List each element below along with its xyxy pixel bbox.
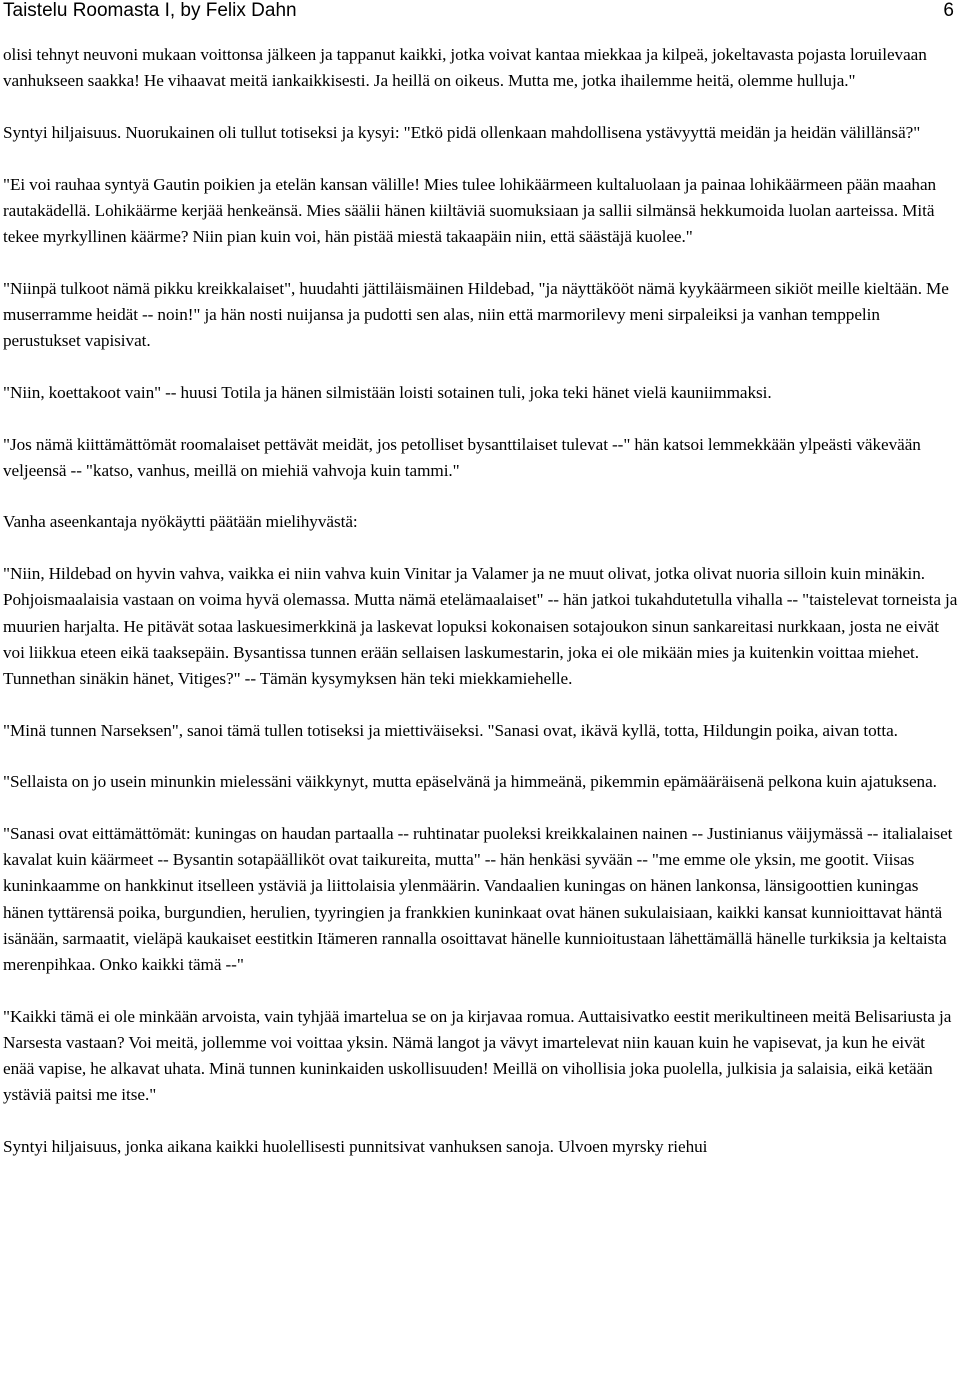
- paragraph: "Niin, Hildebad on hyvin vahva, vaikka ei niin vahva kuin Vinitar ja Valamer ja ne muut olivat, jotka olivat nuoria silloin kuin minäkin. Pohjoismaalaisia vastaan on voima hyvä olemassa. Mutta nämä etelämaalaiset" -- hän jatkoi tukahdutetulla vihalla -- "taistelevat torneista ja muurien harjalta. He pitävät sotaa laskuesimerkkinä ja laskevat lopuksi kokonaisen sotajoukon sinun sankareitasi nurkkaan, josta ne eivät voi liikkua eteen eikä taaksepäin. Bysantissa tunnen erään sellaisen laskumestarin, joka ei ole mikään mies ja kuitenkin voittaa miehet. Tunnethan sinäkin hänet, Vitiges?" -- Tämän kysymyksen hän teki miekkamiehelle.: [3, 564, 958, 688]
- paragraph: "Jos nämä kiittämättömät roomalaiset pettävät meidät, jos petolliset bysanttilaiset tulevat --" hän katsoi lemmekkään ylpeästi väkevään veljeensä -- "katso, vanhus, meillä on miehiä vahvoja kuin tammi.": [3, 434, 921, 480]
- paragraph: "Sellaista on jo usein minunkin mielessäni väikkynyt, mutta epäselvänä ja himmeänä, pikemmin epämääräisenä pelkona kuin ajatuksena.: [3, 772, 937, 792]
- paragraph: "Niinpä tulkoot nämä pikku kreikkalaiset", huudahti jättiläismäinen Hildebad, "ja näyttäkööt nämä kyykäärmeen sikiöt meille kieltään. Me muserramme heidät -- noin!" ja hän nosti nuijansa ja pudotti sen alas, niin että marmorilevy meni sirpaleiksi ja vanhan temppelin perustukset vapisivat.: [3, 278, 949, 351]
- paragraph: "Sanasi ovat eittämättömät: kuningas on haudan partaalla -- ruhtinatar puoleksi kreikkalainen nainen -- Justinianus väijymässä -- italialaiset kavalat kuin käärmeet -- Bysantin sotapäälliköt ovat taikureita, mutta" -- hän henkäsi syvään -- "me emme ole yksin, me gootit. Viisas kuninkaamme on hankkinut itselleen ystäviä ja liittolaisia ylenmäärin. Vandaalien kuningas on hänen lankonsa, länsigoottien kuningas hänen tyttärensä poika, burgundien, herulien, tyyringien ja frankkien kuninkaat ovat hänen sukulaisiaan, kaikki kansat kunnioittavat häntä isänään, sarmaatit, vieläpä kaukaiset eestitkin Itämeren rannalla osoittavat hänelle kunnioitustaan lähettämällä hänelle turkiksia ja keltaista merenpihkaa. Onko kaikki tämä --": [3, 824, 953, 975]
- paragraph: Syntyi hiljaisuus. Nuorukainen oli tullut totiseksi ja kysyi: "Etkö pidä ollenkaan mahdollisena ystävyyttä meidän ja heidän välillänsä?": [3, 122, 921, 142]
- paragraph: Syntyi hiljaisuus, jonka aikana kaikki huolellisesti punnitsivat vanhuksen sanoja. Ulvoen myrsky riehui: [3, 1137, 708, 1157]
- paragraph: "Niin, koettakoot vain" -- huusi Totila ja hänen silmistään loisti sotainen tuli, joka teki hänet vielä kauniimmaksi.: [3, 382, 772, 402]
- paragraph: "Minä tunnen Narseksen", sanoi tämä tullen totiseksi ja miettiväiseksi. "Sanasi ovat, ikävä kyllä, totta, Hildungin poika, aivan totta.: [3, 720, 898, 740]
- paragraph: olisi tehnyt neuvoni mukaan voittonsa jälkeen ja tappanut kaikki, jotka voivat kantaa miekkaa ja kilpeä, jokeltavasta pojasta loruilevaan vanhukseen saakka! He vihaavat meitä iankaikkisesti. Ja heillä on oikeus. Mutta me, jotka ihailemme heitä, olemme hulluja.": [3, 45, 927, 91]
- paragraph: Vanha aseenkantaja nyökäytti päätään mielihyvästä:: [3, 512, 358, 532]
- page-number: 6: [943, 0, 954, 21]
- running-header: [0, 0, 960, 26]
- paragraph: "Kaikki tämä ei ole minkään arvoista, vain tyhjää imartelua se on ja kirjavaa romua. Auttaisivatko eestit merikultineen meitä Belisariusta ja Narsesta vastaan? Voi meitä, jollemme voi voittaa yksin. Nämä langot ja vävyt imartelevat niin kauan kuin he vapisevat, ja kun he eivät enää vapise, he alkavat uhata. Minä tunnen kuninkaiden uskollisuuden! Meillä on vihollisia joka puolella, julkisia ja salaisia, eikä ketään ystäviä paitsi me itse.": [3, 1006, 952, 1105]
- header-title: Taistelu Roomasta I, by Felix Dahn: [3, 0, 297, 21]
- body-text: [3, 42, 960, 1186]
- paragraph: "Ei voi rauhaa syntyä Gautin poikien ja etelän kansan välille! Mies tulee lohikäärmeen kultaluolaan ja painaa lohikäärmeen pään maahan rautakädellä. Lohikäärme kerjää henkeänsä. Mies säälii hänen kiiltäviä suomuksiaan ja sallii silmänsä hekkumoida luolan aarteissa. Mitä tekee myrkyllinen käärme? Niin pian kuin voi, hän pistää miestä takaapäin niin, että säästäjä kuolee.": [3, 174, 937, 247]
